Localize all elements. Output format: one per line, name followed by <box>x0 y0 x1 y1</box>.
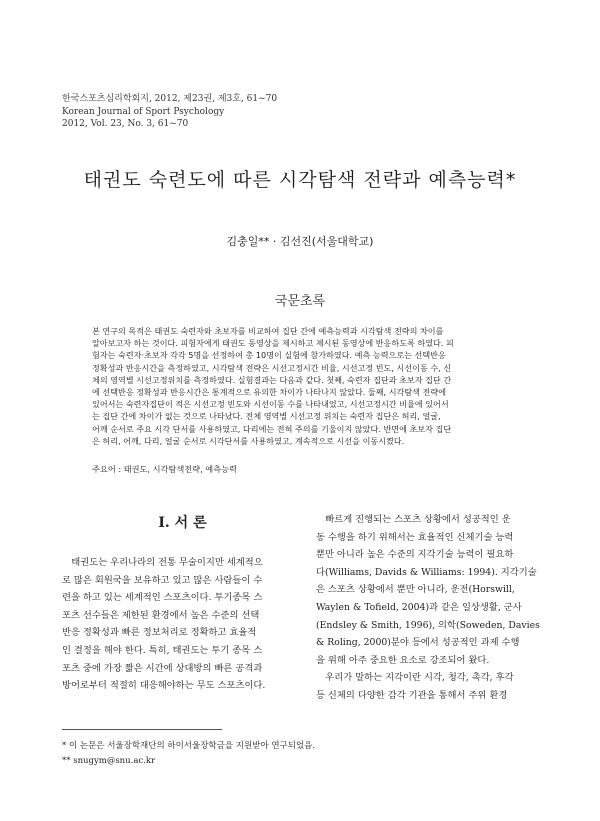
body-line: 은 스포츠 상황에서 뿐만 아니라, 운전(Horswill, <box>316 584 515 596</box>
abstract-line: 있어서는 숙련자집단이 적은 시선고정 빈도와 시선이동 수를 나타내었고, 시선고정시간 비율에 있어서 <box>92 399 449 410</box>
journal-line-volume: 2012, Vol. 23, No. 3, 61~70 <box>62 119 189 129</box>
footnote-funding: * 이 논문은 서울장학재단의 하이서울장학금을 지원받아 연구되었음. <box>62 741 316 751</box>
body-line: 포츠 선수들은 제한된 환경에서 높은 수준의 선택 <box>62 609 260 621</box>
body-line: & Roling, 2000)분야 등에서 성공적인 과제 수행 <box>316 637 520 649</box>
body-line: 반응 정확성과 빠른 정보처리로 정확하고 효율적 <box>62 627 257 639</box>
abstract-heading: 국문초록 <box>274 294 326 309</box>
journal-line-korean: 한국스포츠심리학회지, 2012, 제23권, 제3호, 61~70 <box>62 94 278 104</box>
footnote-divider <box>62 729 222 730</box>
abstract-line: 는 집단 간에 차이가 없는 것으로 나타났다. 전체 영역별 시선고정 위치는 숙련자 집단은 허리, 얼굴, <box>92 411 441 422</box>
abstract-line: 어깨 순서로 주요 시각 단서를 사용하였고, 다리에는 전혀 주의를 기울이지 않았다. 반면에 초보자 집단 <box>92 423 452 434</box>
body-column-left <box>62 554 306 695</box>
body-line: 방어로부터 적절히 대응해야하는 무도 스포츠이다. <box>62 680 266 692</box>
body-line: 우리가 말하는 지각이란 시각, 청각, 촉각, 후각 <box>316 672 514 684</box>
abstract-line: 본 연구의 목적은 태권도 숙련자와 초보자를 비교하여 집단 간에 예측능력과 시각탐색 전략의 차이를 <box>92 326 444 336</box>
abstract-body <box>92 325 510 447</box>
body-line: 로 많은 회원국을 보유하고 있고 많은 사람들이 수 <box>62 574 263 586</box>
abstract-line: 험자는 숙련자·초보자 각각 5명을 선정하여 총 10명이 실험에 참가하였다. 예측 능력으로는 선택반응 <box>92 350 446 361</box>
body-line: (Endsley & Smith, 1996), 의학(Soweden, Davies <box>316 619 540 631</box>
authors: 김충일** · 김선진(서울대학교) <box>226 235 374 248</box>
journal-info <box>62 93 277 131</box>
body-line: 빠르게 진행되는 스포츠 상황에서 성공적인 운 <box>316 514 511 525</box>
body-column-right <box>316 511 558 705</box>
body-line: 인 결정을 해야 한다. 특히, 태권도는 투기 종목 스 <box>62 644 263 656</box>
body-line: Waylen & Tofield, 2004)과 같은 일상생활, 군사 <box>316 601 522 613</box>
body-line: 다(Williams, Davids & Williams: 1994). 지각기술 <box>316 566 537 578</box>
footnote-contact-email: ** snugym@snu.ac.kr <box>62 756 156 766</box>
abstract-line: 체의 영역별 시선고정위치를 측정하였다. 실험결과는 다음과 같다. 첫째, 숙련자 집단과 초보자 집단 간 <box>92 374 452 385</box>
body-line: 태권도는 우리나라의 전통 무술이지만 세계적으 <box>62 557 263 568</box>
body-line: 등 신체의 다양한 감각 기관을 통해서 주위 환경 <box>316 689 508 701</box>
section-heading-introduction: I. 서 론 <box>158 515 207 531</box>
body-line: 포츠 중에 가장 짧은 시간에 상대방의 빠른 공격과 <box>62 662 263 674</box>
body-line: 련을 하고 있는 세계적인 스포츠이다. 투기종목 스 <box>62 592 263 604</box>
footnotes <box>62 739 315 769</box>
journal-line-english: Korean Journal of Sport Psychology <box>62 106 225 117</box>
body-line: 동 수행을 하기 위해서는 효율적인 신체기술 능력 <box>316 531 514 543</box>
body-line: 뿐만 아니라 높은 수준의 지각기술 능력이 필요하 <box>316 549 514 561</box>
abstract-line: 알아보고자 하는 것이다. 피험자에게 태권도 동영상을 제시하고 제시된 동영상에 반응하도록 하였다. 피 <box>92 338 454 349</box>
abstract-line: 정확성과 반응시간을 측정하였고, 시각탐색 전략은 시선고정시간 비율, 시선고정 빈도, 시선이동 수, 신 <box>92 362 452 373</box>
keywords: 주요어 : 태권도, 시각탐색전략, 예측능력 <box>92 464 237 474</box>
abstract-line: 에 선택반응 정확성과 반응시간은 통계적으로 유의한 차이가 나타나지 않았다. 둘째, 시각탐색 전략에 <box>92 387 447 398</box>
body-line: 을 위해 아주 중요한 요소로 강조되어 왔다. <box>316 654 490 666</box>
paper-title: 태권도 숙련도에 따른 시각탐색 전략과 예측능력* <box>83 169 517 191</box>
abstract-line: 은 허리, 어깨, 다리, 얼굴 순서로 시각단서를 사용하였고, 계속적으로 시선을 이동시켰다. <box>92 435 405 446</box>
